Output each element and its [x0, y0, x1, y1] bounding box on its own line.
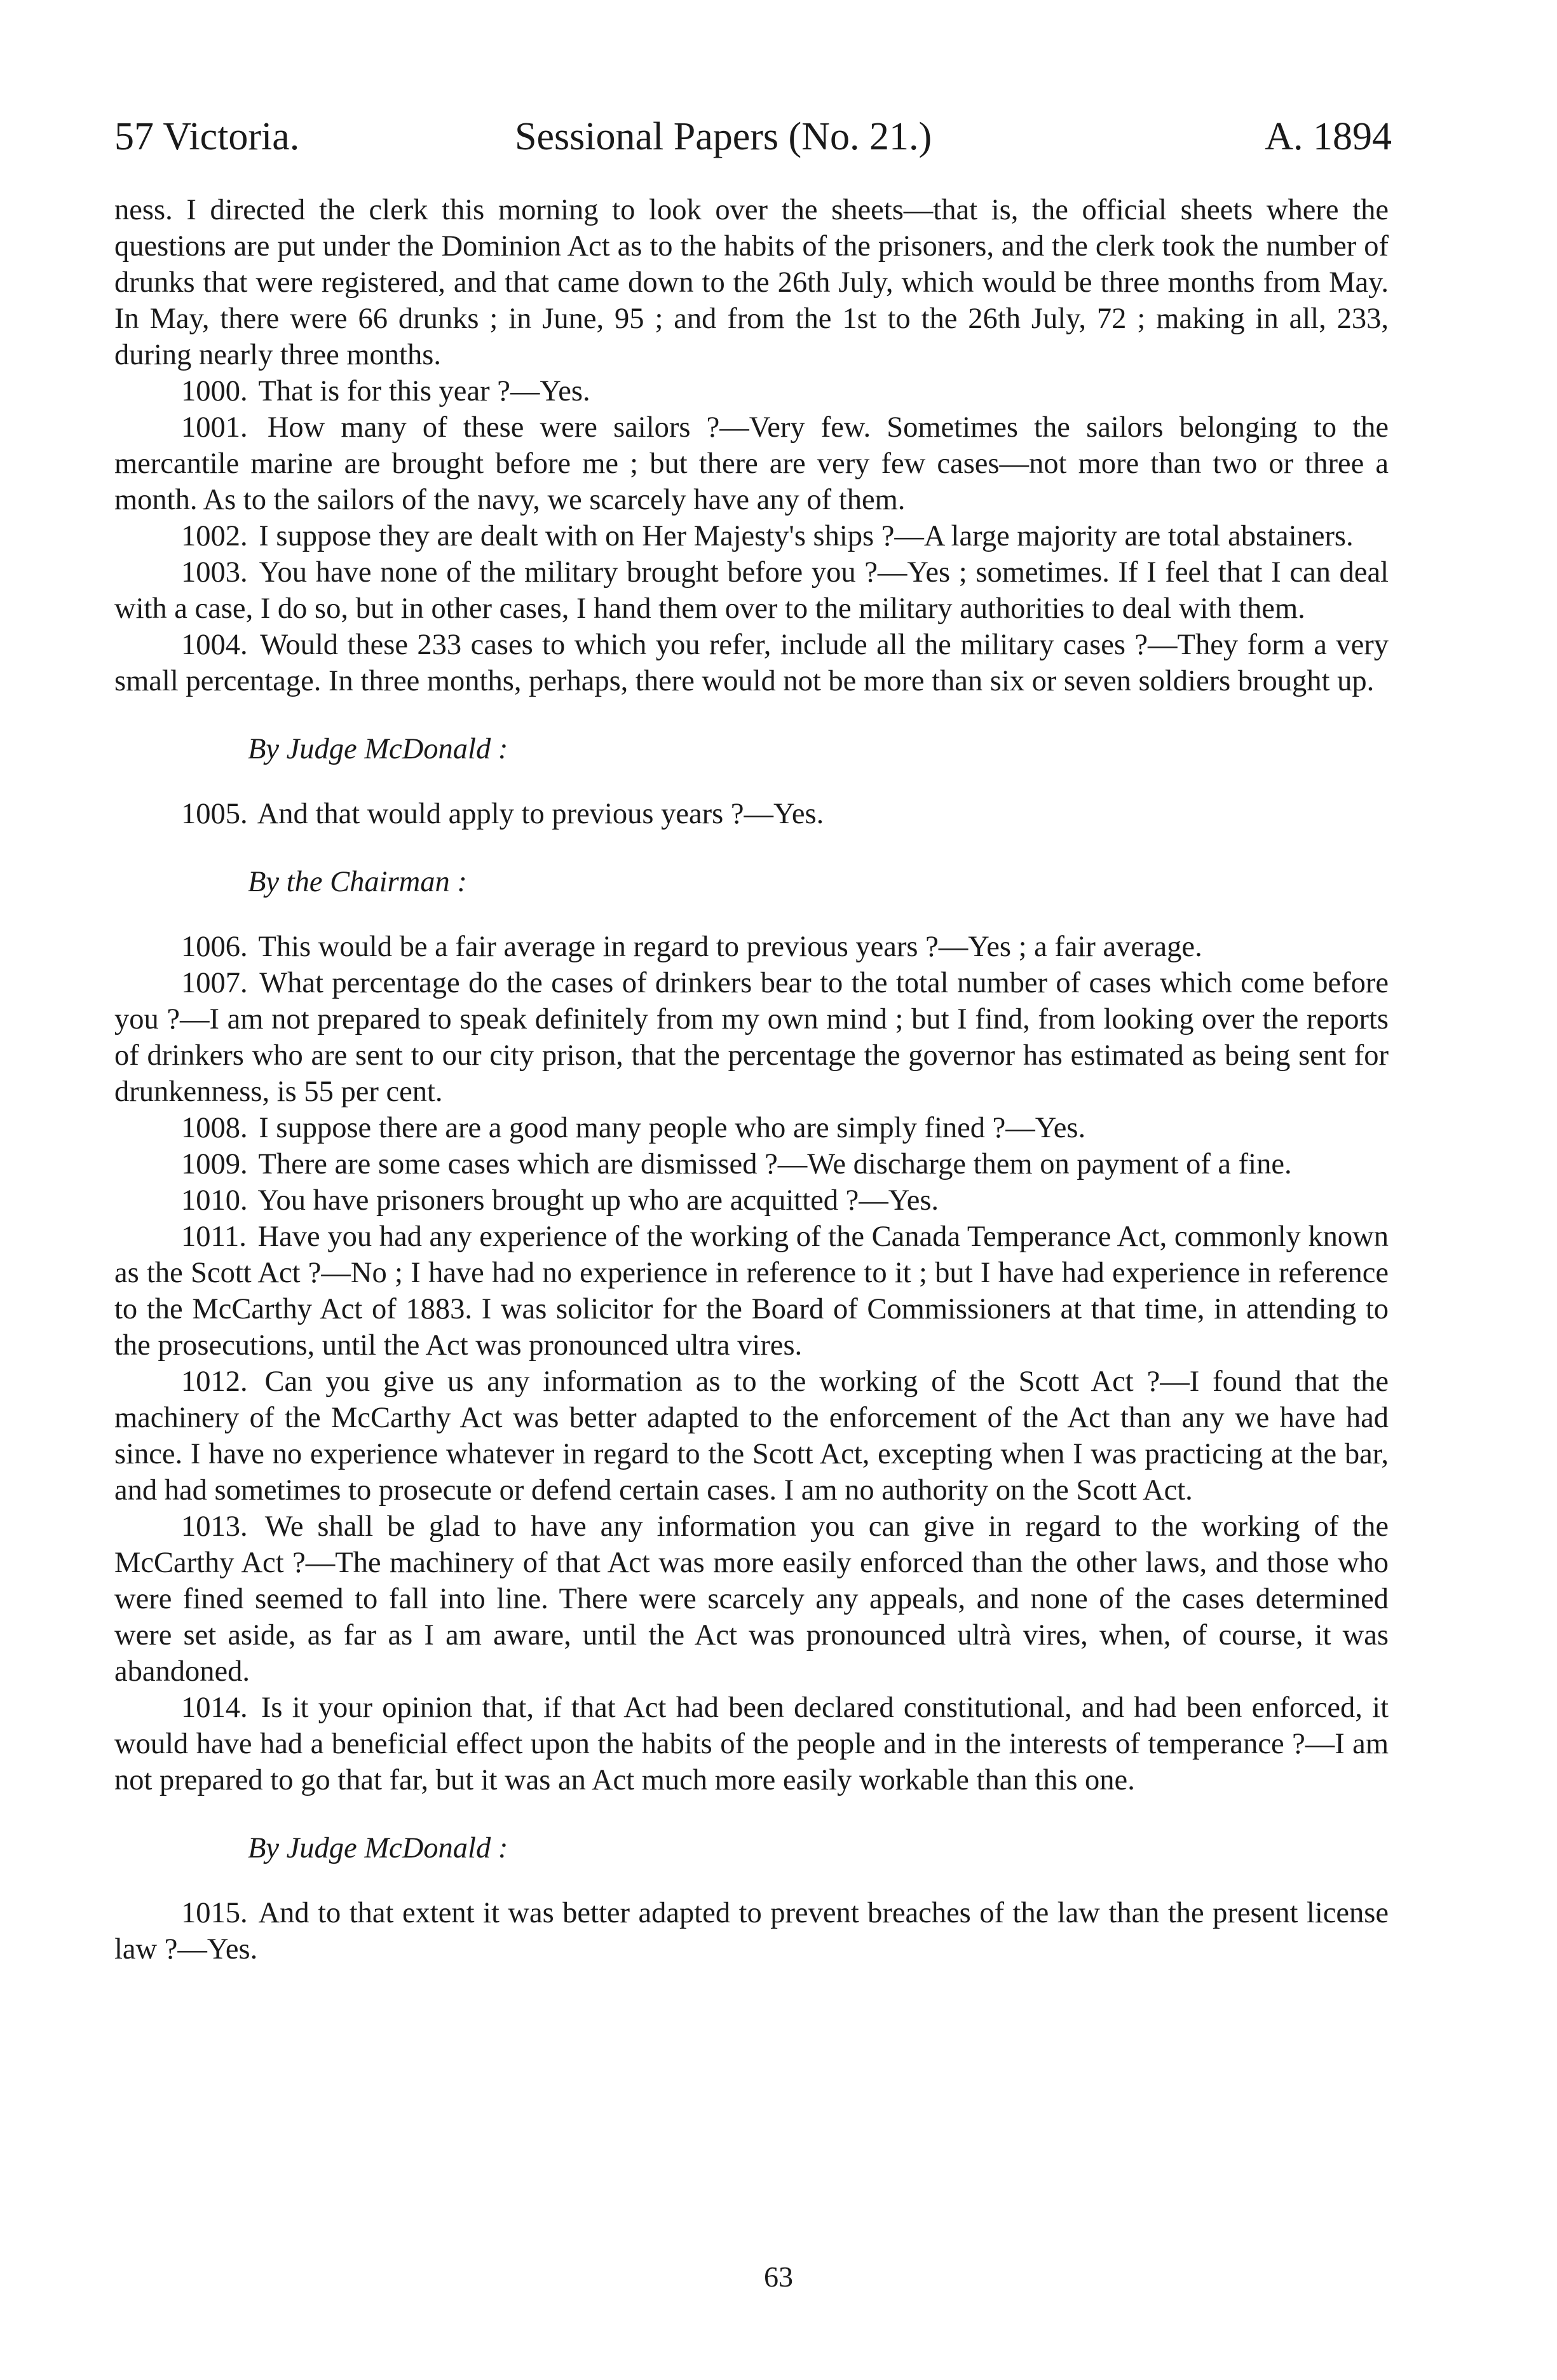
question-number: 1001.	[181, 411, 248, 444]
question-text: You have none of the military brought before you ?—Yes ; sometimes. If I feel that I can deal with a case, I do so, but in other cases, I hand them over to the military authorities to deal with them.	[114, 556, 1389, 625]
question-1013	[114, 1508, 1389, 1690]
question-text: Is it your opinion that, if that Act had been declared constitutional, and had been enforced, it would have had a beneficial effect upon the habits of the people and in the interests of temperance ?—I am not prepared to go that far, but it was an Act much more easily workable than this one.	[114, 1692, 1389, 1796]
question-1008	[114, 1110, 1389, 1146]
question-number: 1010.	[181, 1184, 248, 1217]
question-text: I suppose they are dealt with on Her Majesty's ships ?—A large majority are total abstainers.	[259, 520, 1354, 552]
question-1003	[114, 554, 1389, 627]
question-1010	[114, 1182, 1389, 1219]
header-year: A. 1894	[1265, 115, 1392, 158]
question-text: This would be a fair average in regard to previous years ?—Yes ; a fair average.	[258, 931, 1202, 963]
question-number: 1007.	[181, 967, 248, 999]
question-1007	[114, 965, 1389, 1110]
header-session: 57 Victoria.	[114, 115, 300, 158]
page-number: 63	[764, 2260, 793, 2293]
question-1000	[114, 373, 1389, 409]
question-text: That is for this year ?—Yes.	[258, 375, 590, 407]
question-text: I suppose there are a good many people who are simply fined ?—Yes.	[259, 1112, 1086, 1144]
question-number: 1004.	[181, 629, 248, 661]
speaker-heading: By the Chairman :	[248, 866, 467, 898]
question-number: 1006.	[181, 931, 248, 963]
body-text	[114, 192, 1389, 1967]
question-number: 1009.	[181, 1148, 248, 1180]
question-number: 1002.	[181, 520, 248, 552]
question-1014	[114, 1690, 1389, 1798]
speaker-heading: By Judge McDonald :	[248, 1832, 508, 1864]
opening-paragraph: ness. I directed the clerk this morning to look over the sheets—that is, the official sheets where the questions are put under the Dominion Act as to the habits of the prisoners, and the clerk took the number of drunks that were registered, and that came down to the 26th July, which would be three months from May. In May, there were 66 drunks ; in June, 95 ; and from the 1st to the 26th July, 72 ; making in all, 233, during nearly three months.	[114, 194, 1389, 371]
question-1006	[114, 929, 1389, 965]
question-text: How many of these were sailors ?—Very few. Sometimes the sailors belonging to the mercantile marine are brought before me ; but there are very few cases—not more than two or three a month. As to the sailors of the navy, we scarcely have any of them.	[114, 411, 1389, 516]
question-number: 1000.	[181, 375, 248, 407]
question-text: We shall be glad to have any information you can give in regard to the working of the McCarthy Act ?—The machinery of that Act was more easily enforced than the other laws, and those who were fined seemed to fall into line. There were scarcely any appeals, and none of the cases determined were set aside, as far as I am aware, until the Act was pronounced ultrà vires, when, of course, it was abandoned.	[114, 1510, 1389, 1688]
header-title: Sessional Papers (No. 21.)	[515, 115, 932, 158]
question-1015	[114, 1895, 1389, 1967]
question-1004	[114, 627, 1389, 699]
question-1011	[114, 1219, 1389, 1364]
speaker-heading: By Judge McDonald :	[248, 733, 508, 765]
question-number: 1008.	[181, 1112, 248, 1144]
question-number: 1014.	[181, 1692, 248, 1724]
question-number: 1011.	[181, 1221, 247, 1253]
question-number: 1013.	[181, 1510, 248, 1543]
question-text: Have you had any experience of the working of the Canada Temperance Act, commonly known as the Scott Act ?—No ; I have had no experience in reference to it ; but I have had experience in reference to the McCarthy Act of 1883. I was solicitor for the Board of Commissioners at that time, in attending to the prosecutions, until the Act was pronounced ultra vires.	[114, 1221, 1389, 1362]
question-1001	[114, 409, 1389, 518]
question-text: Can you give us any information as to the working of the Scott Act ?—I found that the machinery of the McCarthy Act was better adapted to the enforcement of the Act than any we have had since. I have no experience whatever in regard to the Scott Act, excepting when I was practicing at the bar, and had sometimes to prosecute or defend certain cases. I am no authority on the Scott Act.	[114, 1365, 1389, 1507]
question-number: 1005.	[181, 798, 248, 830]
question-number: 1003.	[181, 556, 248, 589]
question-text: You have prisoners brought up who are acquitted ?—Yes.	[257, 1184, 939, 1217]
page-header	[114, 114, 1392, 184]
question-1002	[114, 518, 1389, 554]
question-text: Would these 233 cases to which you refer, include all the military cases ?—They form a very small percentage. In three months, perhaps, there would not be more than six or seven soldiers brought up.	[114, 629, 1389, 697]
question-number: 1015.	[181, 1897, 248, 1929]
question-text: There are some cases which are dismissed ?—We discharge them on payment of a fine.	[258, 1148, 1292, 1180]
question-text: And to that extent it was better adapted to prevent breaches of the law than the present license law ?—Yes.	[114, 1897, 1389, 1966]
question-text: And that would apply to previous years ?—Yes.	[257, 798, 824, 830]
question-1005	[114, 796, 1389, 832]
question-text: What percentage do the cases of drinkers bear to the total number of cases which come before you ?—I am not prepared to speak definitely from my own mind ; but I find, from looking over the reports of drinkers who are sent to our city prison, that the percentage the governor has estimated as being sent for drunkenness, is 55 per cent.	[114, 967, 1389, 1108]
question-1012	[114, 1364, 1389, 1508]
question-number: 1012.	[181, 1365, 248, 1398]
question-1009	[114, 1146, 1389, 1182]
